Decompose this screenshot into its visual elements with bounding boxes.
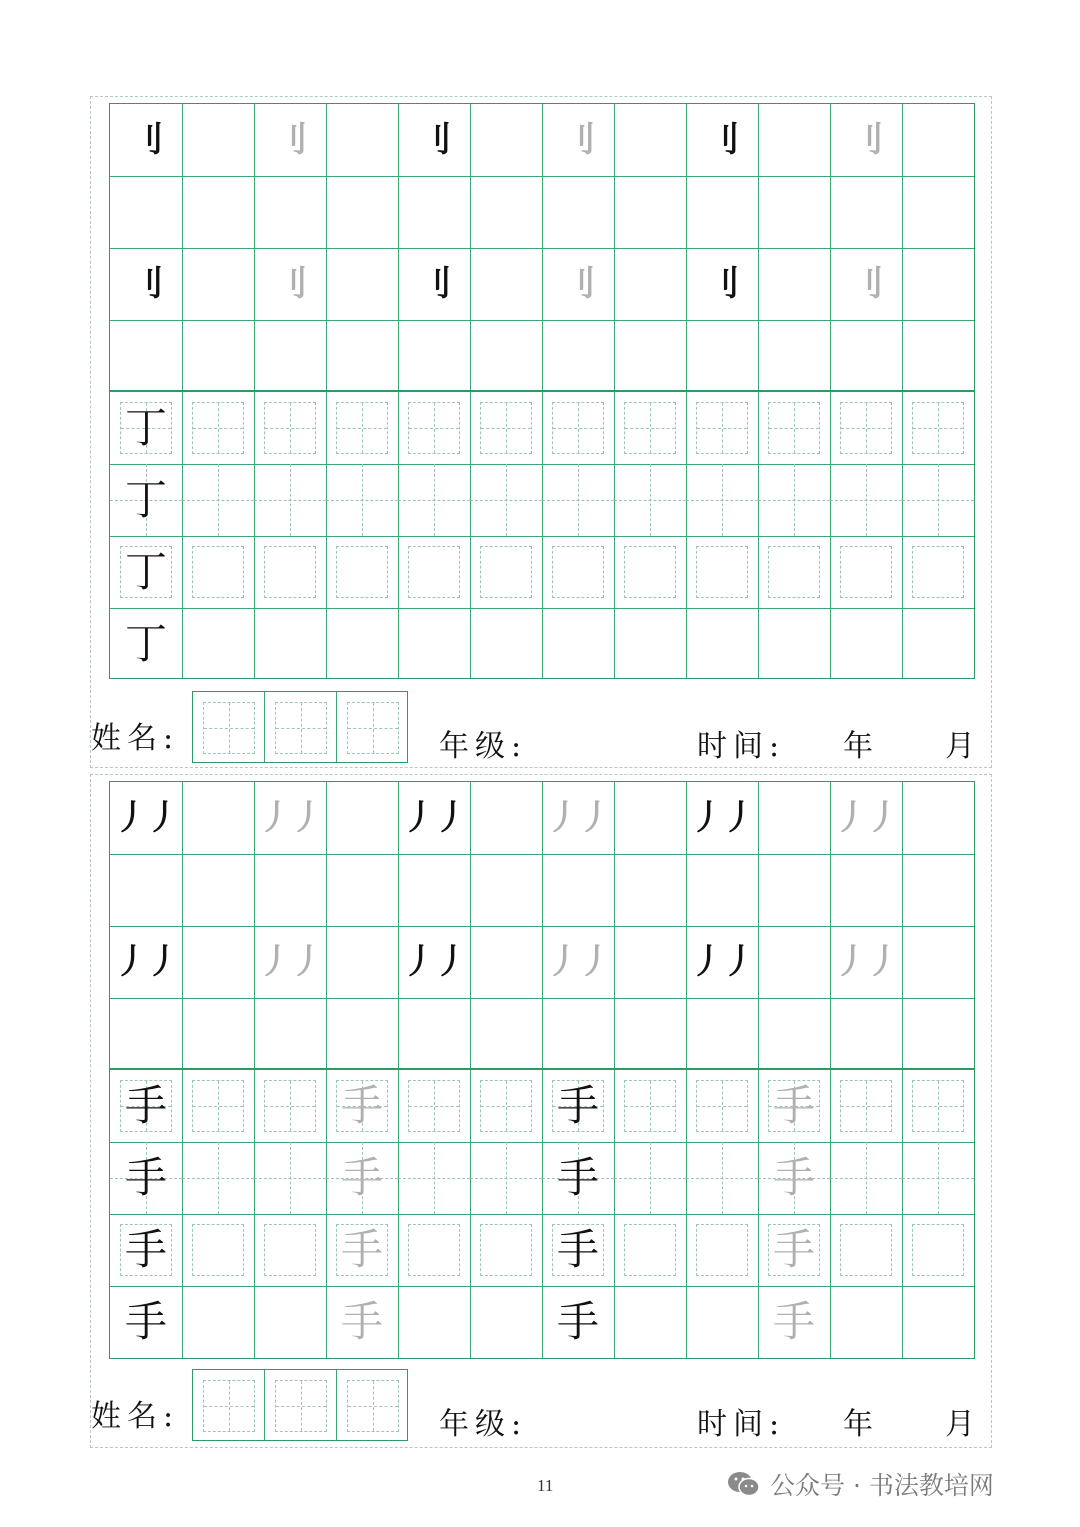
practice-cell[interactable]	[542, 248, 614, 320]
practice-cell[interactable]	[902, 536, 974, 608]
guide-box	[912, 546, 964, 598]
practice-cell[interactable]	[182, 1070, 254, 1142]
guide-line	[722, 464, 723, 536]
stroke-glyph: 丿丿	[114, 942, 178, 982]
practice-cell[interactable]	[686, 248, 758, 320]
name-box-2[interactable]	[265, 692, 337, 762]
page-number: 11	[537, 1476, 554, 1495]
practice-cell[interactable]	[254, 536, 326, 608]
practice-cell[interactable]	[398, 1286, 470, 1358]
character-glyph: 手	[340, 1153, 383, 1202]
guide-box	[912, 1224, 964, 1276]
practice-cell[interactable]	[110, 1286, 182, 1358]
practice-cell[interactable]	[470, 104, 542, 176]
practice-cell[interactable]	[326, 392, 398, 464]
practice-cell[interactable]	[398, 536, 470, 608]
practice-cell[interactable]	[110, 782, 182, 854]
guide-box	[912, 1080, 964, 1132]
stroke-glyph: 刂	[130, 120, 162, 160]
practice-cell[interactable]	[830, 248, 902, 320]
name-box-3[interactable]	[337, 692, 409, 762]
character-glyph: 手	[340, 1081, 383, 1130]
character-glyph: 手	[556, 1225, 599, 1274]
practice-cell[interactable]	[830, 1142, 902, 1214]
practice-cell[interactable]	[614, 926, 686, 998]
practice-cell[interactable]	[326, 104, 398, 176]
practice-cell[interactable]	[614, 464, 686, 536]
grid-line	[110, 854, 974, 855]
sheet-footer-1	[91, 687, 993, 764]
practice-cell[interactable]	[614, 248, 686, 320]
time-label: 时间:	[697, 729, 786, 764]
stroke-glyph: 丿丿	[114, 798, 178, 838]
practice-cell[interactable]	[758, 782, 830, 854]
practice-cell[interactable]	[470, 248, 542, 320]
practice-cell[interactable]	[470, 926, 542, 998]
practice-cell[interactable]	[326, 1214, 398, 1286]
practice-cell[interactable]	[902, 1286, 974, 1358]
stroke-glyph: 丿丿	[258, 798, 322, 838]
practice-cell[interactable]	[542, 104, 614, 176]
character-glyph: 手	[340, 1297, 383, 1346]
grade-label: 年级:	[439, 1407, 528, 1442]
practice-cell[interactable]	[758, 464, 830, 536]
practice-cell[interactable]	[614, 782, 686, 854]
guide-line	[650, 1142, 651, 1214]
practice-cell[interactable]	[254, 1286, 326, 1358]
practice-cell[interactable]	[542, 392, 614, 464]
guide-box	[192, 1224, 244, 1276]
practice-cell[interactable]	[470, 536, 542, 608]
guide-box	[480, 1224, 532, 1276]
practice-cell[interactable]	[758, 926, 830, 998]
stroke-glyph: 丿丿	[834, 798, 898, 838]
practice-cell[interactable]	[326, 536, 398, 608]
name-box-3[interactable]	[337, 1370, 409, 1440]
practice-cell[interactable]	[326, 1070, 398, 1142]
character-glyph: 手	[124, 1297, 167, 1346]
guide-box	[336, 402, 388, 454]
grid-line	[110, 320, 974, 321]
guide-line	[434, 1142, 435, 1214]
stroke-glyph: 刂	[706, 264, 738, 304]
practice-cell[interactable]	[182, 392, 254, 464]
character-glyph: 手	[772, 1081, 815, 1130]
guide-line	[506, 1142, 507, 1214]
guide-box	[336, 546, 388, 598]
character-glyph: 手	[124, 1225, 167, 1274]
character-glyph: 手	[556, 1153, 599, 1202]
practice-cell[interactable]	[686, 1142, 758, 1214]
guide-box	[480, 1080, 532, 1132]
practice-cell[interactable]	[182, 248, 254, 320]
character-glyph: 手	[556, 1297, 599, 1346]
practice-cell[interactable]	[326, 782, 398, 854]
practice-cell[interactable]	[398, 248, 470, 320]
character-glyph: 手	[772, 1153, 815, 1202]
guide-line	[938, 1142, 939, 1214]
month-label: 月	[945, 729, 981, 764]
guide-box	[264, 1224, 316, 1276]
guide-box	[768, 402, 820, 454]
guide-line	[218, 464, 219, 536]
guide-box	[480, 402, 532, 454]
practice-cell[interactable]	[182, 1286, 254, 1358]
practice-cell[interactable]	[254, 248, 326, 320]
stroke-glyph: 丿丿	[546, 942, 610, 982]
practice-cell[interactable]	[542, 608, 614, 680]
practice-cell[interactable]	[470, 464, 542, 536]
practice-cell[interactable]	[614, 104, 686, 176]
practice-sheet-1	[90, 96, 992, 768]
guide-box	[552, 402, 604, 454]
practice-cell[interactable]	[758, 1214, 830, 1286]
practice-cell[interactable]	[758, 1142, 830, 1214]
practice-cell[interactable]	[902, 248, 974, 320]
practice-cell[interactable]	[686, 536, 758, 608]
practice-cell[interactable]	[830, 926, 902, 998]
practice-cell[interactable]	[542, 1142, 614, 1214]
character-glyph: 丁	[124, 547, 167, 596]
guide-box	[840, 402, 892, 454]
practice-cell[interactable]	[902, 1214, 974, 1286]
practice-cell[interactable]	[254, 1214, 326, 1286]
character-glyph: 手	[772, 1297, 815, 1346]
practice-sheet-2	[90, 774, 992, 1448]
practice-cell[interactable]	[326, 1286, 398, 1358]
watermark	[726, 1466, 994, 1502]
practice-cell[interactable]	[110, 392, 182, 464]
practice-cell[interactable]	[830, 782, 902, 854]
practice-cell[interactable]	[902, 926, 974, 998]
practice-cell[interactable]	[758, 1070, 830, 1142]
guide-line	[866, 464, 867, 536]
practice-cell[interactable]	[398, 1142, 470, 1214]
character-glyph: 丁	[124, 403, 167, 452]
practice-cell[interactable]	[398, 1214, 470, 1286]
practice-cell[interactable]	[614, 1214, 686, 1286]
practice-cell[interactable]	[110, 464, 182, 536]
practice-cell[interactable]	[542, 536, 614, 608]
practice-cell[interactable]	[614, 1142, 686, 1214]
character-glyph: 手	[340, 1225, 383, 1274]
practice-cell[interactable]	[254, 782, 326, 854]
grid-line	[110, 176, 974, 177]
practice-cell[interactable]	[758, 392, 830, 464]
stroke-glyph: 刂	[274, 120, 306, 160]
practice-cell[interactable]	[542, 926, 614, 998]
practice-cell[interactable]	[830, 392, 902, 464]
practice-cell[interactable]	[110, 536, 182, 608]
guide-box	[840, 1080, 892, 1132]
practice-cell[interactable]	[902, 392, 974, 464]
character-grid-2	[109, 1069, 975, 1359]
grade-label: 年级:	[439, 729, 528, 764]
practice-cell[interactable]	[182, 1142, 254, 1214]
practice-cell[interactable]	[902, 464, 974, 536]
practice-cell[interactable]	[110, 1214, 182, 1286]
guide-box	[408, 1080, 460, 1132]
name-label: 姓名:	[91, 1399, 180, 1434]
guide-box	[624, 1080, 676, 1132]
practice-cell[interactable]	[542, 782, 614, 854]
character-glyph: 手	[124, 1081, 167, 1130]
time-label: 时间:	[697, 1407, 786, 1442]
character-glyph: 手	[124, 1153, 167, 1202]
guide-box	[840, 1224, 892, 1276]
practice-cell[interactable]	[398, 464, 470, 536]
practice-cell[interactable]	[110, 248, 182, 320]
name-label: 姓名:	[91, 721, 180, 756]
practice-cell[interactable]	[902, 104, 974, 176]
practice-cell[interactable]	[686, 608, 758, 680]
stroke-glyph: 刂	[418, 120, 450, 160]
practice-cell[interactable]	[182, 464, 254, 536]
month-label: 月	[945, 1407, 981, 1442]
practice-cell[interactable]	[398, 392, 470, 464]
guide-box	[696, 1080, 748, 1132]
guide-line	[290, 1142, 291, 1214]
practice-cell[interactable]	[902, 1070, 974, 1142]
practice-cell[interactable]	[830, 464, 902, 536]
practice-cell[interactable]	[902, 1142, 974, 1214]
practice-cell[interactable]	[254, 392, 326, 464]
guide-line	[866, 1142, 867, 1214]
practice-cell[interactable]	[254, 464, 326, 536]
practice-cell[interactable]	[254, 608, 326, 680]
practice-cell[interactable]	[470, 1070, 542, 1142]
practice-cell[interactable]	[830, 1070, 902, 1142]
practice-cell[interactable]	[326, 464, 398, 536]
practice-cell[interactable]	[542, 1070, 614, 1142]
year-label: 年	[843, 729, 879, 764]
practice-cell[interactable]	[830, 104, 902, 176]
name-input-boxes[interactable]	[192, 1369, 408, 1441]
guide-box	[624, 1224, 676, 1276]
guide-line	[794, 464, 795, 536]
stroke-glyph: 丿丿	[402, 942, 466, 982]
practice-cell[interactable]	[614, 1286, 686, 1358]
guide-box	[624, 402, 676, 454]
practice-cell[interactable]	[542, 1286, 614, 1358]
practice-cell[interactable]	[542, 464, 614, 536]
practice-cell[interactable]	[614, 1070, 686, 1142]
practice-cell[interactable]	[542, 1214, 614, 1286]
stroke-glyph: 丿丿	[402, 798, 466, 838]
guide-line	[722, 1142, 723, 1214]
practice-cell[interactable]	[398, 104, 470, 176]
practice-cell[interactable]	[254, 1070, 326, 1142]
practice-cell[interactable]	[254, 1142, 326, 1214]
guide-box	[192, 1080, 244, 1132]
guide-box	[552, 546, 604, 598]
year-label: 年	[843, 1407, 879, 1442]
guide-box	[264, 546, 316, 598]
practice-cell[interactable]	[686, 1286, 758, 1358]
practice-cell[interactable]	[830, 608, 902, 680]
character-glyph: 手	[772, 1225, 815, 1274]
character-glyph: 丁	[124, 475, 167, 524]
practice-cell[interactable]	[470, 608, 542, 680]
name-box-2[interactable]	[265, 1370, 337, 1440]
character-glyph: 丁	[124, 619, 167, 668]
practice-cell[interactable]	[110, 608, 182, 680]
practice-cell[interactable]	[470, 782, 542, 854]
guide-box	[768, 546, 820, 598]
practice-cell[interactable]	[470, 1286, 542, 1358]
stroke-glyph: 刂	[706, 120, 738, 160]
practice-cell[interactable]	[110, 926, 182, 998]
guide-box	[264, 1080, 316, 1132]
guide-box	[264, 402, 316, 454]
practice-cell[interactable]	[326, 608, 398, 680]
guide-box	[912, 402, 964, 454]
stroke-glyph: 刂	[562, 120, 594, 160]
practice-cell[interactable]	[686, 782, 758, 854]
practice-cell[interactable]	[326, 248, 398, 320]
practice-cell[interactable]	[182, 608, 254, 680]
practice-cell[interactable]	[470, 1214, 542, 1286]
practice-cell[interactable]	[326, 926, 398, 998]
practice-cell[interactable]	[686, 926, 758, 998]
practice-cell[interactable]	[686, 104, 758, 176]
practice-cell[interactable]	[182, 536, 254, 608]
name-box-1[interactable]	[193, 692, 265, 762]
guide-box	[408, 402, 460, 454]
practice-cell[interactable]	[902, 608, 974, 680]
practice-cell[interactable]	[398, 608, 470, 680]
practice-cell[interactable]	[326, 1142, 398, 1214]
name-box-1[interactable]	[193, 1370, 265, 1440]
practice-cell[interactable]	[470, 1142, 542, 1214]
practice-cell[interactable]	[110, 104, 182, 176]
practice-cell[interactable]	[758, 1286, 830, 1358]
practice-cell[interactable]	[182, 926, 254, 998]
character-grid-1	[109, 391, 975, 679]
grid-line	[110, 998, 974, 999]
practice-cell[interactable]	[182, 1214, 254, 1286]
practice-cell[interactable]	[614, 392, 686, 464]
stroke-glyph: 刂	[850, 120, 882, 160]
guide-box	[840, 546, 892, 598]
practice-cell[interactable]	[182, 782, 254, 854]
practice-cell[interactable]	[614, 608, 686, 680]
practice-cell[interactable]	[110, 1142, 182, 1214]
stroke-grid-2	[109, 781, 975, 1069]
practice-cell[interactable]	[902, 782, 974, 854]
watermark-text: 公众号 · 书法教培网	[770, 1471, 994, 1500]
guide-line	[218, 1142, 219, 1214]
sheet-footer-2	[91, 1365, 993, 1442]
practice-cell[interactable]	[758, 248, 830, 320]
practice-cell[interactable]	[830, 1286, 902, 1358]
character-glyph: 手	[556, 1081, 599, 1130]
practice-cell[interactable]	[758, 104, 830, 176]
guide-box	[408, 546, 460, 598]
practice-cell[interactable]	[686, 464, 758, 536]
stroke-glyph: 丿丿	[834, 942, 898, 982]
stroke-glyph: 丿丿	[690, 798, 754, 838]
guide-box	[192, 546, 244, 598]
stroke-glyph: 丿丿	[258, 942, 322, 982]
guide-box	[192, 402, 244, 454]
practice-cell[interactable]	[398, 1070, 470, 1142]
guide-line	[290, 464, 291, 536]
guide-line	[650, 464, 651, 536]
stroke-glyph: 刂	[850, 264, 882, 304]
stroke-glyph: 丿丿	[690, 942, 754, 982]
stroke-glyph: 刂	[274, 264, 306, 304]
stroke-glyph: 刂	[418, 264, 450, 304]
stroke-glyph: 刂	[562, 264, 594, 304]
guide-box	[480, 546, 532, 598]
stroke-grid-1	[109, 103, 975, 391]
practice-cell[interactable]	[614, 536, 686, 608]
guide-box	[624, 546, 676, 598]
practice-cell[interactable]	[254, 104, 326, 176]
practice-cell[interactable]	[254, 926, 326, 998]
practice-cell[interactable]	[686, 1214, 758, 1286]
guide-line	[506, 464, 507, 536]
guide-box	[696, 402, 748, 454]
practice-cell[interactable]	[398, 926, 470, 998]
practice-cell[interactable]	[182, 104, 254, 176]
practice-cell[interactable]	[686, 1070, 758, 1142]
practice-cell[interactable]	[758, 536, 830, 608]
guide-box	[696, 1224, 748, 1276]
guide-box	[696, 546, 748, 598]
stroke-glyph: 刂	[130, 264, 162, 304]
guide-box	[408, 1224, 460, 1276]
practice-cell[interactable]	[830, 1214, 902, 1286]
practice-cell[interactable]	[470, 392, 542, 464]
practice-cell[interactable]	[830, 536, 902, 608]
practice-cell[interactable]	[110, 1070, 182, 1142]
guide-line	[938, 464, 939, 536]
practice-cell[interactable]	[686, 392, 758, 464]
guide-line	[362, 464, 363, 536]
guide-line	[578, 464, 579, 536]
practice-cell[interactable]	[398, 782, 470, 854]
wechat-icon	[726, 1469, 762, 1499]
practice-cell[interactable]	[758, 608, 830, 680]
stroke-glyph: 丿丿	[546, 798, 610, 838]
guide-line	[434, 464, 435, 536]
name-input-boxes[interactable]	[192, 691, 408, 763]
